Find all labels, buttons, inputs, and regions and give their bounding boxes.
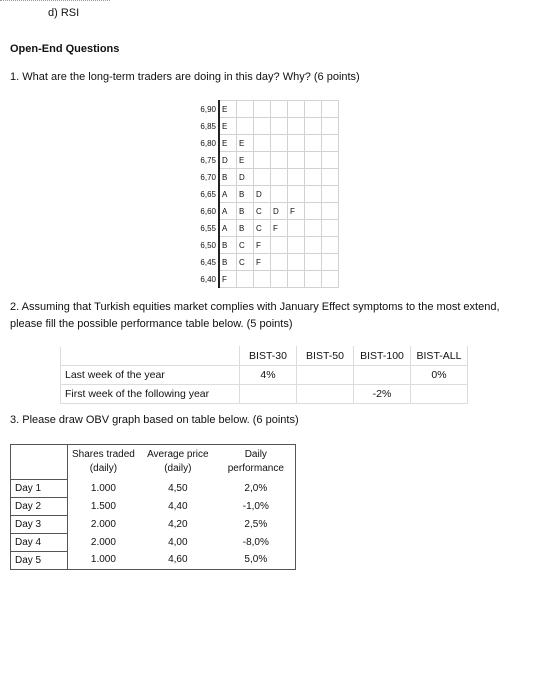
tpo-cell xyxy=(288,237,305,254)
cell-value xyxy=(354,366,411,385)
tpo-cell xyxy=(288,118,305,135)
tpo-cell: A xyxy=(219,203,237,220)
performance-value: 2,5% xyxy=(244,518,268,530)
option-d: d) RSI xyxy=(48,7,80,19)
tpo-cell: E xyxy=(237,135,254,152)
price-label: 6,55 xyxy=(200,223,216,233)
tpo-cell xyxy=(271,152,288,169)
profile-row xyxy=(186,169,339,186)
performance-row xyxy=(61,366,468,385)
header-blank xyxy=(11,445,68,480)
tpo-cell xyxy=(305,152,322,169)
cut-off-line xyxy=(0,0,110,2)
tpo-cell: C xyxy=(237,237,254,254)
tpo-cell xyxy=(305,220,322,237)
header-shares-line1: Shares traded xyxy=(72,449,135,460)
tpo-cell xyxy=(305,101,322,118)
day-label: Day 4 xyxy=(11,533,68,551)
cell-value: -2% xyxy=(354,385,411,404)
tpo-cell xyxy=(271,271,288,288)
price-label: 6,65 xyxy=(200,189,216,199)
price-label: 6,80 xyxy=(200,138,216,148)
shares-value: 2.000 xyxy=(90,518,116,530)
header-bist-30: BIST-30 xyxy=(240,347,297,366)
day-label: Day 3 xyxy=(11,515,68,533)
tpo-cell: B xyxy=(219,169,237,186)
obv-row xyxy=(11,497,296,515)
profile-row xyxy=(186,271,339,288)
tpo-cell xyxy=(271,135,288,152)
tpo-cell: C xyxy=(254,220,271,237)
tpo-cell xyxy=(271,169,288,186)
shares-value: 1.500 xyxy=(90,500,116,512)
profile-row xyxy=(186,135,339,152)
tpo-cell xyxy=(271,237,288,254)
tpo-cell xyxy=(305,169,322,186)
tpo-cell: E xyxy=(219,101,237,118)
price-label: 6,85 xyxy=(200,121,216,131)
tpo-cell: F xyxy=(288,203,305,220)
tpo-cell xyxy=(322,237,339,254)
tpo-cell xyxy=(322,271,339,288)
tpo-cell xyxy=(237,118,254,135)
profile-row xyxy=(186,203,339,220)
market-profile-chart xyxy=(186,100,339,288)
header-perf-line1: Daily xyxy=(244,449,267,460)
cell-value: 4% xyxy=(240,366,297,385)
price-label: 6,70 xyxy=(200,172,216,182)
obv-table xyxy=(10,444,296,570)
performance-header-row xyxy=(61,347,468,366)
tpo-cell: B xyxy=(237,186,254,203)
profile-row xyxy=(186,152,339,169)
profile-row xyxy=(186,237,339,254)
tpo-cell: E xyxy=(219,135,237,152)
tpo-cell xyxy=(288,254,305,271)
question-2-line-2: please fill the possible performance table below. (5 points) xyxy=(10,318,293,330)
tpo-cell: F xyxy=(219,271,237,288)
tpo-cell xyxy=(322,220,339,237)
cell-value xyxy=(411,385,468,404)
performance-row xyxy=(61,385,468,404)
tpo-cell xyxy=(237,271,254,288)
tpo-cell: F xyxy=(254,237,271,254)
cell-value xyxy=(297,366,354,385)
header-shares-line2: (daily) xyxy=(89,463,118,474)
tpo-cell: B xyxy=(219,237,237,254)
tpo-cell xyxy=(254,271,271,288)
question-3: 3. Please draw OBV graph based on table below. (6 points) xyxy=(10,414,299,426)
header-perf-line2: performance xyxy=(227,463,284,474)
price-value: 4,20 xyxy=(168,518,188,530)
obv-row xyxy=(11,479,296,497)
shares-value: 1.000 xyxy=(90,554,116,566)
tpo-cell: A xyxy=(219,220,237,237)
tpo-cell xyxy=(254,101,271,118)
tpo-cell: E xyxy=(237,152,254,169)
tpo-cell xyxy=(322,203,339,220)
question-1: 1. What are the long-term traders are doing in this day? Why? (6 points) xyxy=(10,71,360,83)
row-label: Last week of the year xyxy=(61,366,240,385)
tpo-cell: F xyxy=(271,220,288,237)
tpo-cell xyxy=(237,101,254,118)
price-label: 6,90 xyxy=(200,104,216,114)
tpo-cell xyxy=(322,152,339,169)
price-value: 4,50 xyxy=(168,482,188,494)
price-value: 4,40 xyxy=(168,500,188,512)
tpo-cell xyxy=(322,101,339,118)
header-shares xyxy=(68,445,139,480)
tpo-cell: C xyxy=(237,254,254,271)
tpo-cell: D xyxy=(271,203,288,220)
header-avg-line2: (daily) xyxy=(164,463,192,474)
obv-row xyxy=(11,515,296,533)
header-average-price xyxy=(139,445,217,480)
header-blank xyxy=(61,347,240,366)
cell-value xyxy=(240,385,297,404)
performance-value: 5,0% xyxy=(244,554,268,566)
tpo-cell xyxy=(322,118,339,135)
tpo-cell: F xyxy=(254,254,271,271)
day-label: Day 1 xyxy=(11,479,68,497)
tpo-cell xyxy=(288,101,305,118)
tpo-cell xyxy=(305,135,322,152)
header-avg-line1: Average price xyxy=(147,449,209,460)
price-label: 6,45 xyxy=(200,257,216,267)
cell-value: 0% xyxy=(411,366,468,385)
header-bist-100: BIST-100 xyxy=(354,347,411,366)
tpo-cell xyxy=(288,152,305,169)
tpo-cell xyxy=(271,101,288,118)
tpo-cell: E xyxy=(219,118,237,135)
tpo-cell: D xyxy=(237,169,254,186)
performance-value: -1,0% xyxy=(242,500,269,512)
tpo-cell: D xyxy=(254,186,271,203)
tpo-cell xyxy=(305,118,322,135)
obv-header-row xyxy=(11,445,296,480)
price-value: 4,60 xyxy=(168,554,188,566)
tpo-cell xyxy=(322,135,339,152)
tpo-cell xyxy=(305,186,322,203)
tpo-cell xyxy=(322,254,339,271)
tpo-cell: B xyxy=(219,254,237,271)
day-label: Day 5 xyxy=(11,551,68,569)
tpo-cell xyxy=(288,186,305,203)
tpo-cell: B xyxy=(237,203,254,220)
tpo-cell xyxy=(254,169,271,186)
shares-value: 2.000 xyxy=(90,536,116,548)
shares-value: 1.000 xyxy=(90,482,116,494)
price-label: 6,50 xyxy=(200,240,216,250)
tpo-cell xyxy=(254,135,271,152)
tpo-cell xyxy=(288,271,305,288)
section-title: Open-End Questions xyxy=(10,43,120,55)
tpo-cell xyxy=(305,254,322,271)
row-label: First week of the following year xyxy=(61,385,240,404)
profile-row xyxy=(186,101,339,118)
price-label: 6,75 xyxy=(200,155,216,165)
tpo-cell xyxy=(322,186,339,203)
tpo-cell xyxy=(288,135,305,152)
tpo-cell xyxy=(271,118,288,135)
cell-value xyxy=(297,385,354,404)
tpo-cell: B xyxy=(237,220,254,237)
question-2-line-1: 2. Assuming that Turkish equities market complies with January Effect symptoms to the most extend, xyxy=(10,301,500,313)
tpo-cell xyxy=(288,169,305,186)
tpo-cell xyxy=(305,271,322,288)
profile-row xyxy=(186,118,339,135)
performance-table xyxy=(60,346,468,404)
tpo-cell xyxy=(305,203,322,220)
price-label: 6,40 xyxy=(200,274,216,284)
tpo-cell xyxy=(288,220,305,237)
profile-row xyxy=(186,254,339,271)
tpo-cell xyxy=(271,186,288,203)
obv-row xyxy=(11,533,296,551)
tpo-cell: D xyxy=(219,152,237,169)
profile-row xyxy=(186,186,339,203)
header-bist-50: BIST-50 xyxy=(297,347,354,366)
tpo-cell: C xyxy=(254,203,271,220)
price-label: 6,60 xyxy=(200,206,216,216)
tpo-cell: A xyxy=(219,186,237,203)
header-daily-performance xyxy=(217,445,296,480)
tpo-cell xyxy=(254,152,271,169)
performance-value: 2,0% xyxy=(244,482,268,494)
obv-row xyxy=(11,551,296,569)
performance-value: -8,0% xyxy=(242,536,269,548)
tpo-cell xyxy=(322,169,339,186)
profile-row xyxy=(186,220,339,237)
tpo-cell xyxy=(254,118,271,135)
day-label: Day 2 xyxy=(11,497,68,515)
price-value: 4,00 xyxy=(168,536,188,548)
header-bist-all: BIST-ALL xyxy=(411,347,468,366)
tpo-cell xyxy=(305,237,322,254)
tpo-cell xyxy=(271,254,288,271)
